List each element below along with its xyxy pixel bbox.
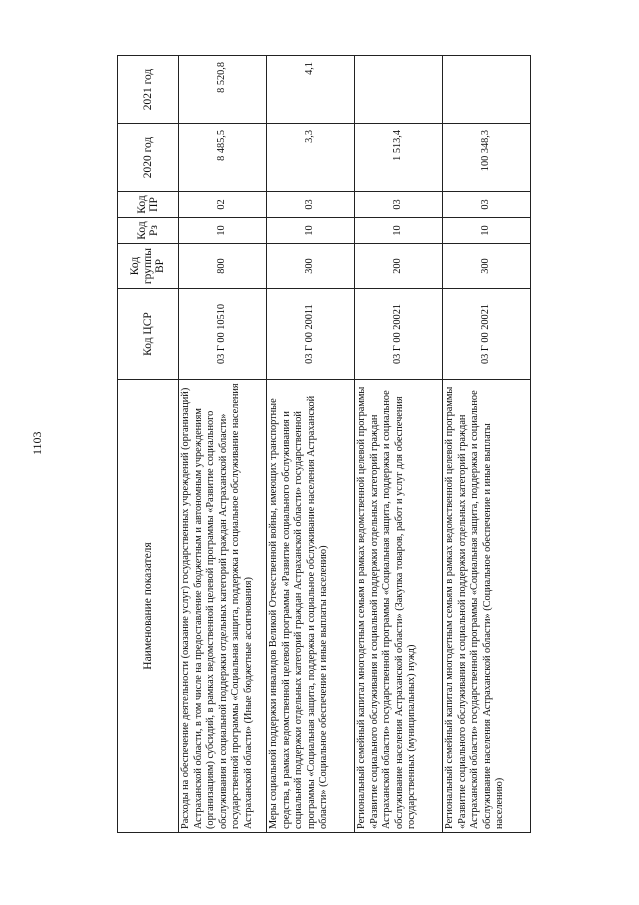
header-pr: Код ПР [118, 192, 179, 218]
row-vr: 800 [179, 244, 267, 289]
table-row [443, 56, 531, 833]
row-2020: 8 485,5 [179, 124, 267, 192]
row-pr: 03 [355, 192, 443, 218]
row-pr: 03 [443, 192, 531, 218]
row-2020: 1 513,4 [355, 124, 443, 192]
row-vr: 300 [443, 244, 531, 289]
row-2021: 4,1 [267, 56, 355, 124]
row-csr: 03 Г 00 20021 [355, 289, 443, 380]
row-name: Меры социальной поддержки инвалидов Великой Отечественной войны, имеющих транспортные средства, в рамках ведомственной целевой программы «Развитие социального обслуживания и социальной поддержки отдельных категорий граждан Астраханской области» государственной программы «Социальная защита, поддержка и социальное обслуживание населения Астраханской области» (Социальное обеспечение и иные выплаты населению) [267, 380, 355, 833]
row-name: Региональный семейный капитал многодетным семьям в рамках ведомственной целевой программы «Развитие социального обслуживания и социальной поддержки отдельных категорий граждан Астраханской области» государственной программы «Социальная защита, поддержка и социальное обслуживание населения Астраханской области» (Закупка товаров, работ и услуг для обеспечения государственных (муниципальных) нужд) [355, 380, 443, 833]
row-2020: 100 348,3 [443, 124, 531, 192]
row-rz: 10 [267, 218, 355, 244]
table-row [179, 56, 267, 833]
header-2021: 2021 год [118, 56, 179, 124]
row-pr: 02 [179, 192, 267, 218]
header-name: Наименование показателя [118, 380, 179, 833]
row-2021: 8 520,8 [179, 56, 267, 124]
row-rz: 10 [355, 218, 443, 244]
row-2021 [443, 56, 531, 124]
table-row [267, 56, 355, 833]
header-2020: 2020 год [118, 124, 179, 192]
row-2021 [355, 56, 443, 124]
header-rz: Код Рз [118, 218, 179, 244]
header-vr: Код группы ВР [118, 244, 179, 289]
header-row [118, 56, 179, 833]
budget-table [117, 55, 531, 833]
row-csr: 03 Г 00 20011 [267, 289, 355, 380]
page-number: 1103 [30, 431, 44, 455]
row-rz: 10 [443, 218, 531, 244]
row-vr: 300 [267, 244, 355, 289]
row-csr: 03 Г 00 20021 [443, 289, 531, 380]
row-rz: 10 [179, 218, 267, 244]
row-name: Региональный семейный капитал многодетным семьям в рамках ведомственной целевой программы «Развитие социального обслуживания и социальной поддержки отдельных категорий граждан Астраханской области» государственной программы «Социальная защита, поддержка и социальное обслуживание населения Астраханской области» (Социальное обеспечение и иные выплаты населению) [443, 380, 531, 833]
row-csr: 03 Г 00 10510 [179, 289, 267, 380]
row-name: Расходы на обеспечение деятельности (оказание услуг) государственных учреждений (организаций) Астраханской области, в том числе на предоставление бюджетным и автономным учреждениям (организациям) субсидий, в рамках ведомственной целевой программы «Развитие социального обслуживания и социальной поддержки отдельных категорий граждан Астраханской области» государственной программы «Социальная защита, поддержка и социальное обслуживание населения Астраханской области» (Иные бюджетные ассигнования) [179, 380, 267, 833]
row-vr: 200 [355, 244, 443, 289]
table-row [355, 56, 443, 833]
budget-table-frame [117, 56, 517, 833]
row-2020: 3,3 [267, 124, 355, 192]
header-csr: Код ЦСР [118, 289, 179, 380]
row-pr: 03 [267, 192, 355, 218]
